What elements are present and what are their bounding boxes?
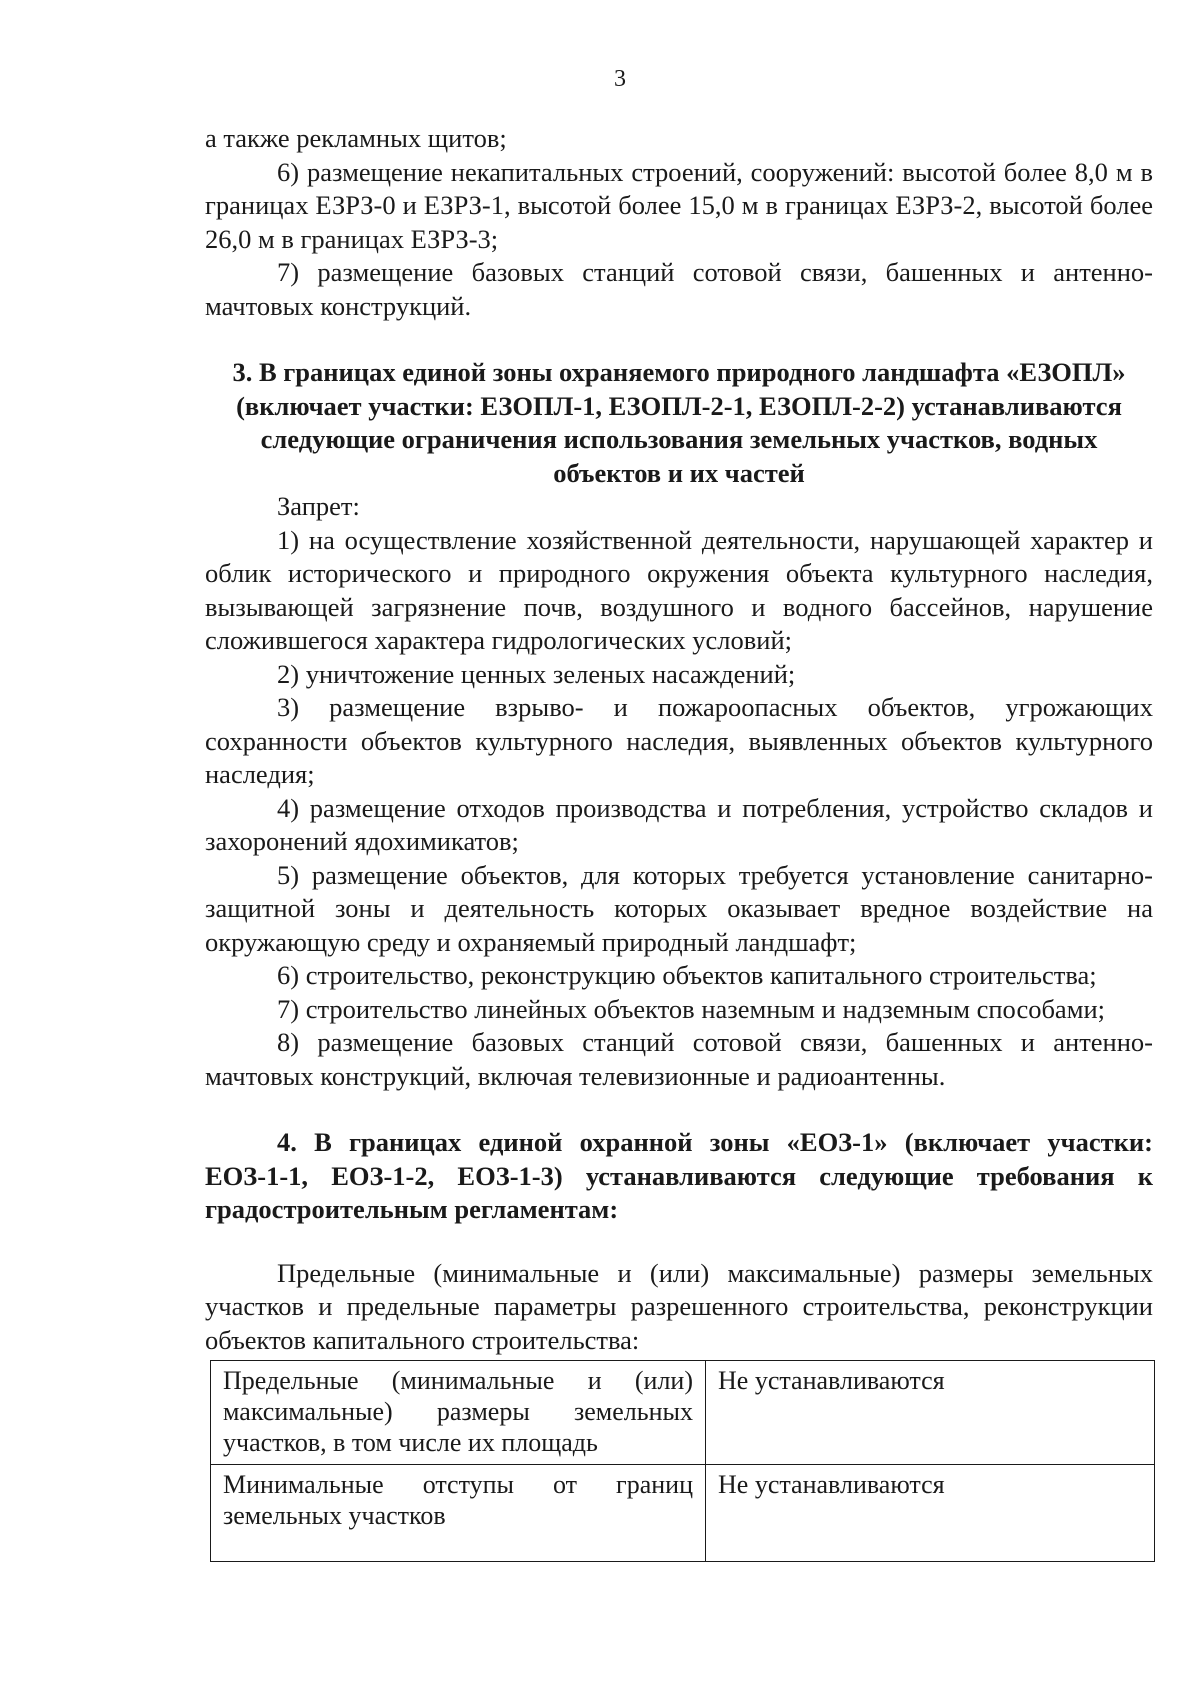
page-number: 3 — [614, 66, 626, 92]
list-item: 2) уничтожение ценных зеленых насаждений; — [277, 658, 796, 689]
table-cell-value: Не устанавливаются — [706, 1361, 1155, 1465]
parameters-table — [210, 1360, 1155, 1562]
table-cell-value: Не устанавливаются — [706, 1465, 1155, 1562]
table-row — [211, 1465, 1155, 1562]
table-cell-parameter: Минимальные отступы от границ земельных участков — [211, 1465, 706, 1562]
list-item: 6) строительство, реконструкцию объектов капитального строительства; — [277, 960, 1097, 990]
list-item: 7) строительство линейных объектов наземным и надземным способами; — [277, 993, 1106, 1024]
table-row — [211, 1361, 1155, 1465]
list-item: 3) размещение взрыво- и пожароопасных объектов, угрожающих сохранности объектов культурного наследия, выявленных объектов культурного наследия; — [205, 692, 1153, 789]
list-item: 1) на осуществление хозяйственной деятельности, нарушающей характер и облик исторического и природного окружения объекта культурного наследия, вызывающей загрязнение почв, воздушного и водного бассейнов, нарушение сложившегося характера гидрологических условий; — [205, 524, 1153, 655]
section-4-heading: 4. В границах единой охранной зоны «ЕОЗ-1» (включает участки: ЕОЗ-1-1, ЕОЗ-1-2, ЕОЗ-1-3) устанавливаются следующие требования к градостроительным регламентам: — [205, 1127, 1153, 1224]
section-3-intro: Запрет: — [277, 491, 360, 521]
table-cell-parameter: Предельные (минимальные и (или) максимальные) размеры земельных участков, в том числе их площадь — [211, 1361, 706, 1465]
section-3-heading: 3. В границах единой зоны охраняемого природного ландшафта «ЕЗОПЛ» (включает участки: ЕЗОПЛ-1, ЕЗОПЛ-2-1, ЕЗОПЛ-2-2) устанавливаются следующие ограничения использования земельных участков, водных объектов и их частей — [232, 357, 1126, 488]
list-item: 7) размещение базовых станций сотовой связи, башенных и антенно-мачтовых конструкций. — [205, 257, 1153, 321]
document-body — [205, 122, 1153, 1357]
continuation-text: а также рекламных щитов; — [205, 123, 507, 153]
list-item: 6) размещение некапитальных строений, сооружений: высотой более 8,0 м в границах ЕЗРЗ-0 и ЕЗРЗ-1, высотой более 15,0 м в границах ЕЗРЗ-2, высотой более 26,0 м в границах ЕЗРЗ-3; — [205, 156, 1153, 254]
list-item: 4) размещение отходов производства и потребления, устройство складов и захоронений ядохимикатов; — [205, 792, 1153, 856]
list-item: 5) размещение объектов, для которых требуется установление санитарно-защитной зоны и деятельность которых оказывает вредное воздействие на окружающую среду и охраняемый природный ландшафт; — [205, 859, 1153, 957]
list-item: 8) размещение базовых станций сотовой связи, башенных и антенно-мачтовых конструкций, включая телевизионные и радиоантенны. — [205, 1027, 1153, 1091]
section-4-paragraph: Предельные (минимальные и (или) максимальные) размеры земельных участков и предельные параметры разрешенного строительства, реконструкции объектов капитального строительства: — [205, 1257, 1153, 1355]
